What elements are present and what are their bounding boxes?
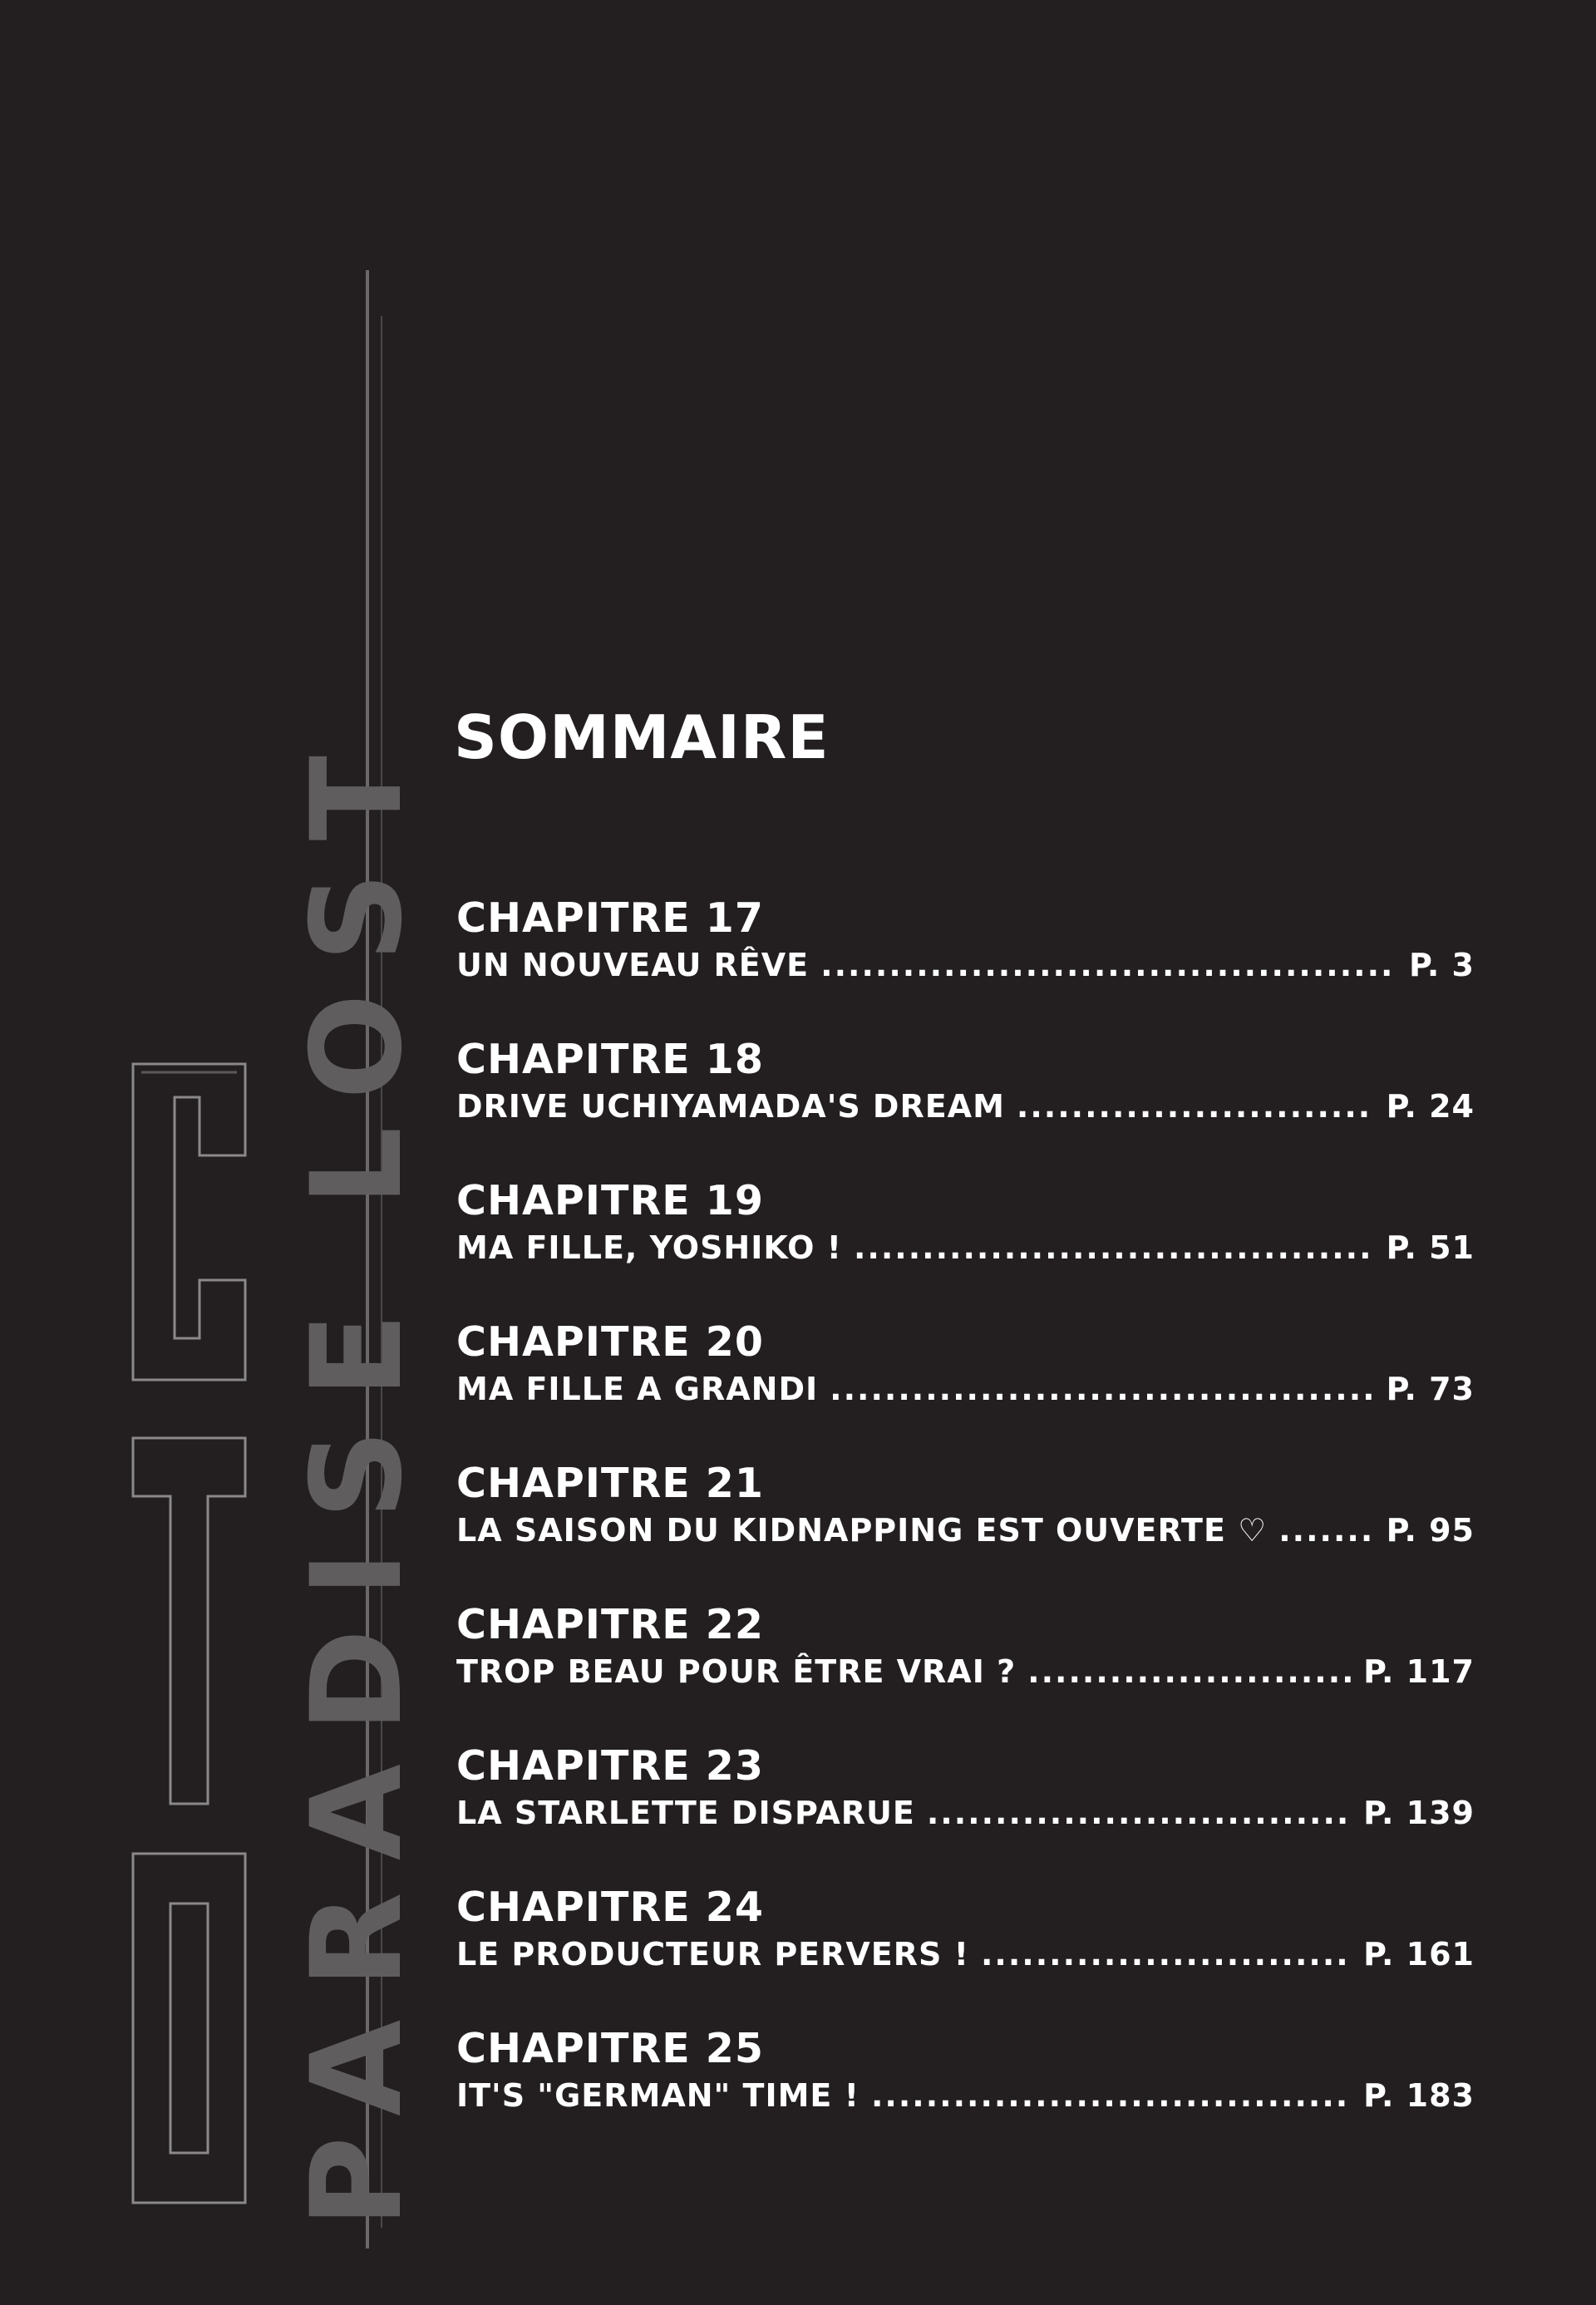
chapter-line: [456, 1367, 1475, 1411]
toc-entry-21: [456, 1459, 1475, 1600]
page-reference: P. 51: [1386, 1229, 1475, 1266]
chapter-title: LE PRODUCTEUR PERVERS !: [456, 1936, 969, 1973]
toc-entry-24: [456, 1883, 1475, 2024]
chapter-title: LA STARLETTE DISPARUE: [456, 1795, 915, 1831]
chapter-number: CHAPITRE 17: [456, 894, 764, 942]
chapter-title: LA SAISON DU KIDNAPPING EST OUVERTE ♡: [456, 1512, 1268, 1549]
toc-entry-23: [456, 1741, 1475, 1883]
dot-leader: [1027, 1650, 1352, 1693]
chapter-line: [456, 1791, 1475, 1835]
dot-leader: [1278, 1509, 1374, 1552]
toc-entry-20: [456, 1317, 1475, 1459]
page-reference: P. 117: [1363, 1653, 1475, 1690]
dot-leader: [854, 1226, 1375, 1269]
toc-entry-17: [456, 894, 1475, 1035]
table-of-contents: [456, 894, 1475, 2165]
page-reference: P. 161: [1363, 1936, 1475, 1973]
chapter-number: CHAPITRE 18: [456, 1036, 764, 1083]
dot-leader: [830, 1367, 1374, 1411]
gto-logo-icon: [125, 1031, 249, 2211]
page-reference: P. 183: [1363, 2077, 1475, 2114]
chapter-title: UN NOUVEAU RÊVE: [456, 947, 810, 983]
dot-leader: [820, 943, 1397, 987]
chapter-title: IT'S "GERMAN" TIME !: [456, 2077, 860, 2114]
dot-leader: [871, 2074, 1352, 2117]
toc-entry-25: [456, 2024, 1475, 2165]
chapter-number: CHAPITRE 23: [456, 1742, 764, 1790]
chapter-line: [456, 1650, 1475, 1693]
chapter-number: CHAPITRE 22: [456, 1601, 764, 1648]
chapter-line: [456, 1085, 1475, 1128]
toc-entry-18: [456, 1035, 1475, 1176]
chapter-line: [456, 943, 1475, 987]
page-reference: P. 139: [1363, 1795, 1475, 1831]
page-reference: P. 73: [1386, 1371, 1475, 1407]
chapter-number: CHAPITRE 25: [456, 2025, 764, 2072]
dot-leader: [981, 1933, 1352, 1976]
page-reference: P. 3: [1409, 947, 1475, 983]
toc-entry-19: [456, 1176, 1475, 1317]
toc-entry-22: [456, 1600, 1475, 1741]
chapter-title: MA FILLE A GRANDI: [456, 1371, 819, 1407]
chapter-number: CHAPITRE 20: [456, 1318, 764, 1366]
chapter-number: CHAPITRE 24: [456, 1884, 764, 1931]
chapter-number: CHAPITRE 19: [456, 1177, 764, 1224]
page-reference: P. 24: [1386, 1088, 1475, 1125]
vertical-title: PARADISE LOST: [285, 724, 430, 2228]
page-title: SOMMAIRE: [454, 702, 830, 772]
chapter-title: MA FILLE, YOSHIKO !: [456, 1229, 842, 1266]
chapter-number: CHAPITRE 21: [456, 1460, 764, 1507]
chapter-line: [456, 1933, 1475, 1976]
dot-leader: [927, 1791, 1352, 1835]
chapter-line: [456, 1509, 1475, 1552]
chapter-line: [456, 2074, 1475, 2117]
chapter-title: DRIVE UCHIYAMADA'S DREAM: [456, 1088, 1005, 1125]
dot-leader: [1017, 1085, 1375, 1128]
chapter-line: [456, 1226, 1475, 1269]
page-reference: P. 95: [1386, 1512, 1475, 1549]
chapter-title: TROP BEAU POUR ÊTRE VRAI ?: [456, 1653, 1017, 1690]
